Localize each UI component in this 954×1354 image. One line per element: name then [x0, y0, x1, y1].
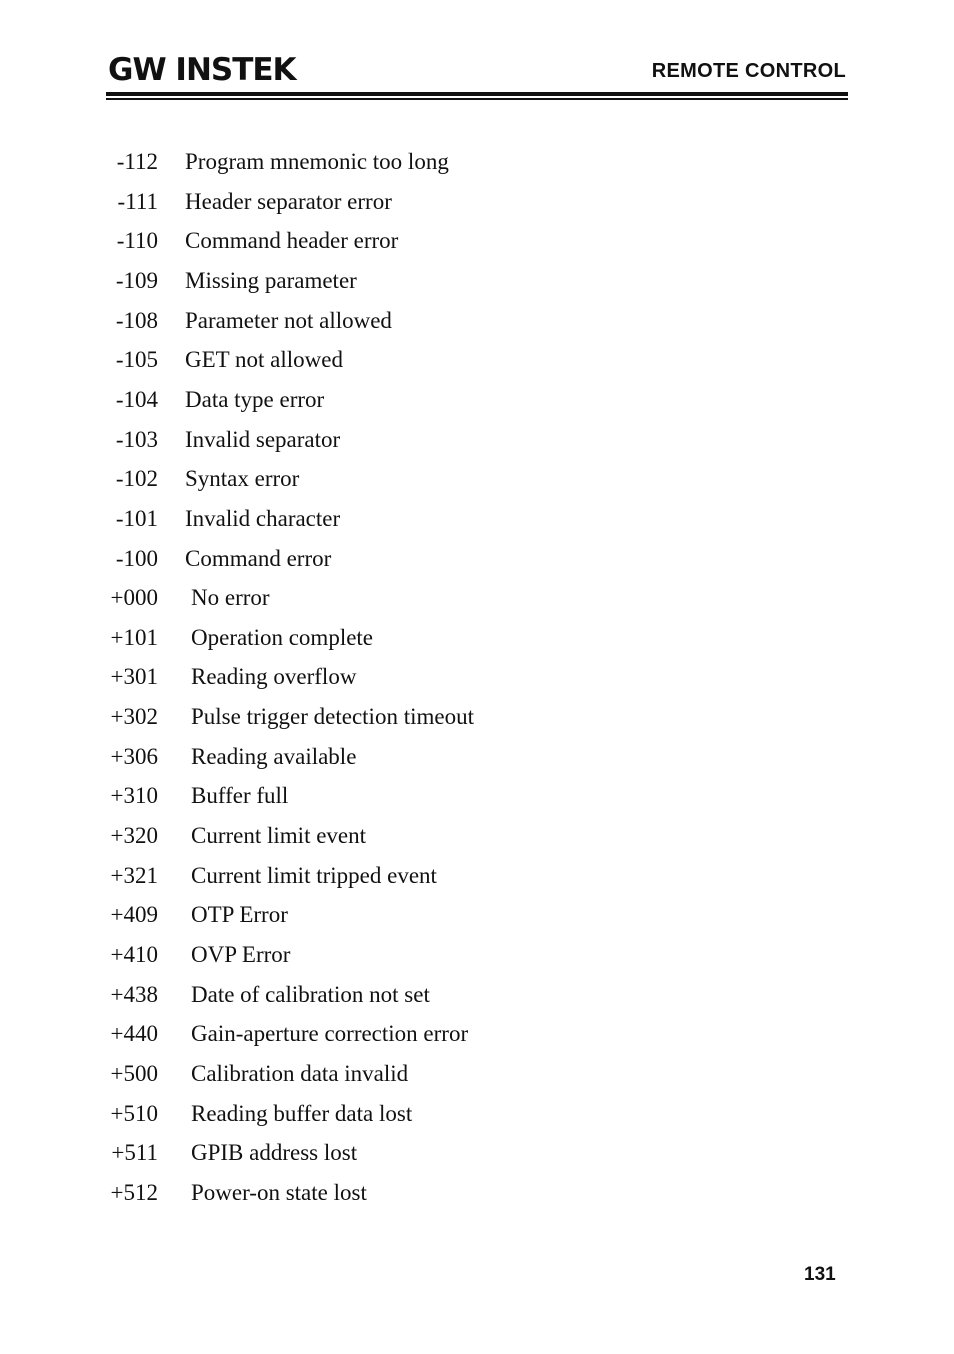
error-code: +000	[110, 585, 158, 611]
error-code: +440	[110, 1021, 158, 1047]
header-rule-thin	[106, 98, 848, 100]
error-description: Data type error	[185, 386, 325, 412]
error-description: Calibration data invalid	[191, 1060, 409, 1086]
error-code: -104	[115, 386, 158, 412]
error-code: +410	[110, 942, 158, 967]
error-description: Buffer full	[191, 783, 289, 809]
error-description: Power-on state lost	[191, 1179, 367, 1205]
error-description: Current limit tripped event	[191, 862, 437, 888]
error-code: +321	[110, 862, 158, 888]
error-code: +511	[111, 1140, 158, 1166]
error-code: +500	[110, 1060, 158, 1086]
error-description: Missing parameter	[185, 267, 357, 293]
error-description: GPIB address lost	[191, 1140, 358, 1166]
error-description: OTP Error	[191, 902, 288, 928]
error-description: Reading available	[191, 743, 357, 769]
error-description: Pulse trigger detection timeout	[191, 704, 474, 730]
error-code: -101	[115, 505, 158, 531]
error-description: Syntax error	[185, 466, 300, 492]
error-description: Operation complete	[191, 624, 374, 650]
error-code: -102	[115, 466, 158, 492]
header-rule-thick	[106, 92, 848, 96]
error-code: -108	[115, 307, 158, 333]
page-number: 131	[804, 1264, 836, 1285]
error-description: Command header error	[185, 228, 399, 254]
error-description: Current limit event	[191, 823, 367, 849]
error-description: Date of calibration not set	[191, 981, 430, 1007]
error-code: +320	[110, 823, 158, 849]
error-code: +510	[110, 1100, 158, 1126]
error-code: -105	[115, 347, 158, 373]
error-description: Command error	[185, 545, 332, 571]
error-code: -112	[116, 149, 158, 174]
error-code: +301	[110, 664, 158, 690]
error-description: Program mnemonic too long	[185, 149, 449, 174]
error-code: +438	[110, 981, 158, 1007]
error-description: Invalid separator	[185, 426, 341, 452]
error-code: -111	[117, 188, 158, 214]
error-description: Reading overflow	[191, 664, 357, 690]
error-code: -110	[116, 228, 158, 254]
error-description: GET not allowed	[185, 347, 343, 373]
error-description: Reading buffer data lost	[191, 1100, 413, 1126]
error-code: -109	[115, 267, 158, 293]
error-code: -100	[115, 545, 158, 571]
error-description: No error	[191, 585, 270, 611]
error-code: +512	[110, 1179, 158, 1205]
gw-instek-logo: GW INSTEK	[108, 52, 296, 88]
error-code: +409	[110, 902, 158, 928]
error-description: Header separator error	[185, 188, 392, 214]
error-code: +306	[110, 743, 158, 769]
section-title: REMOTE CONTROL	[651, 60, 846, 82]
error-description: OVP Error	[191, 942, 291, 967]
error-code: +302	[110, 704, 158, 730]
error-description: Invalid character	[185, 505, 341, 531]
error-description: Parameter not allowed	[185, 307, 392, 333]
error-description: Gain-aperture correction error	[191, 1021, 469, 1047]
error-code: +310	[110, 783, 158, 809]
error-code: -103	[115, 426, 158, 452]
error-code: +101	[110, 624, 158, 650]
